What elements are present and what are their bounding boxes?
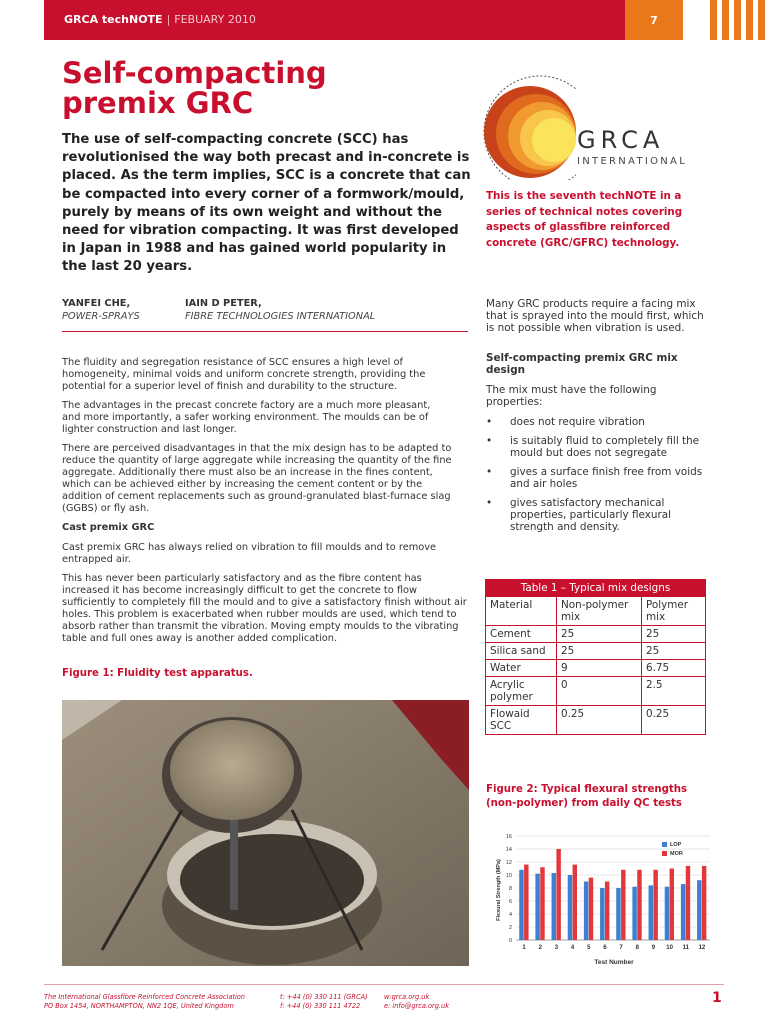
- table-caption: Table 1 – Typical mix designs: [486, 580, 706, 597]
- y-tick-label: 16: [505, 834, 512, 840]
- bar-mor: [524, 865, 528, 940]
- author-2-name: IAIN D PETER,: [185, 298, 262, 309]
- header-stripes: [708, 0, 768, 40]
- x-tick-label: 3: [554, 945, 559, 951]
- table-cell: Flowaid SCC: [486, 706, 557, 735]
- table-cell: Water: [486, 660, 557, 677]
- header-bar: [44, 0, 683, 40]
- table-cell: 0.25: [557, 706, 642, 735]
- y-tick-label: 14: [505, 847, 512, 853]
- footer-address: PO Box 1454, NORTHAMPTON, NN2 1QE, United Kingdom: [44, 1002, 234, 1010]
- bar-mor: [637, 870, 641, 940]
- y-tick-label: 10: [505, 873, 512, 879]
- table-cell: 6.75: [642, 660, 706, 677]
- flexural-strength-chart: [486, 828, 716, 968]
- legend-swatch: [662, 842, 667, 847]
- bar-lop: [568, 875, 572, 940]
- bucket-inside: [180, 834, 364, 926]
- y-tick-label: 4: [508, 912, 512, 918]
- author-1-org: POWER-SPRAYS: [62, 311, 140, 322]
- chart-y-axis-label: Flexural Strength (MPa): [496, 859, 502, 921]
- bar-mor: [670, 869, 674, 941]
- header-brand: [64, 13, 256, 26]
- table-row: [486, 660, 706, 677]
- bar-lop: [616, 888, 620, 940]
- bar-mor: [605, 882, 609, 941]
- footer-web[interactable]: w:grca.org.uk: [384, 993, 430, 1001]
- brand-label: GRCA techNOTE: [64, 13, 163, 26]
- bullet-dot: •: [486, 466, 493, 478]
- x-tick-label: 6: [603, 945, 607, 951]
- table-header-cell: Material: [486, 597, 557, 626]
- bullet-dot: •: [486, 416, 493, 428]
- stripe: [746, 0, 753, 40]
- x-tick-label: 8: [635, 945, 639, 951]
- header-page-number: 7: [625, 0, 683, 40]
- author-divider: [62, 331, 468, 332]
- right-paragraph-1: Many GRC products require a facing mix that is sprayed into the mould first, which is not possible when vibration is used.: [486, 298, 704, 335]
- table-header-cell: Polymer mix: [642, 597, 706, 626]
- bar-lop: [535, 874, 539, 940]
- legend-label: LOP: [670, 842, 682, 848]
- stripe: [722, 0, 729, 40]
- footer-divider: [44, 984, 724, 985]
- table-cell: 25: [557, 643, 642, 660]
- bar-mor: [653, 870, 657, 940]
- mix-design-table: [485, 579, 706, 735]
- legend-swatch: [662, 851, 667, 856]
- y-tick-label: 0: [508, 938, 512, 944]
- bullet-dot: •: [486, 497, 493, 509]
- bar-mor: [540, 867, 544, 940]
- stripe: [758, 0, 765, 40]
- chart-bars: [519, 849, 706, 940]
- body-paragraph-5: This has never been particularly satisfactory and as the fibre content has increased it has become increasingly difficult to get the concrete to flow sufficiently to completely fill the mould and to give a satisfactory finish without air holes. This problem is exacerbated when rubber moulds are used, which tend to absorb rather than transmit the vibration. Moving empty moulds to the vibrating table and full ones away is another added complication.: [62, 573, 467, 644]
- fluidity-test-photo: [62, 700, 469, 966]
- bar-lop: [697, 880, 701, 940]
- bullet-text: gives a surface finish free from voids and air holes: [510, 466, 703, 491]
- x-tick-label: 10: [666, 945, 673, 951]
- footer-org: The International Glassfibre Reinforced Concrete Association: [44, 993, 245, 1001]
- table-cell: 9: [557, 660, 642, 677]
- cast-premix-heading: Cast premix GRC: [62, 522, 155, 533]
- x-tick-label: 1: [522, 945, 526, 951]
- chart-legend: [662, 842, 683, 857]
- bar-lop: [552, 873, 556, 940]
- bullet-text: is suitably fluid to completely fill the mould but does not segregate: [510, 435, 700, 460]
- logo-subtitle: INTERNATIONAL: [577, 156, 688, 167]
- stripe: [710, 0, 717, 40]
- bar-mor: [686, 866, 690, 940]
- table-caption-row: [486, 580, 706, 597]
- bar-mor: [621, 870, 625, 940]
- bar-lop: [665, 887, 669, 940]
- author-2-org: FIBRE TECHNOLOGIES INTERNATIONAL: [185, 311, 376, 322]
- table-header-row: [486, 597, 706, 626]
- title-line-1: Self-compacting: [62, 56, 327, 90]
- table-cell: Cement: [486, 626, 557, 643]
- chart-x-axis-label: Test Number: [594, 959, 634, 966]
- mix-design-heading: Self-compacting premix GRC mix design: [486, 352, 678, 377]
- right-paragraph-2: The mix must have the following properties:: [486, 384, 657, 409]
- bar-lop: [600, 888, 604, 940]
- y-tick-label: 6: [508, 899, 512, 905]
- bar-mor: [589, 878, 593, 940]
- x-tick-label: 11: [682, 945, 689, 951]
- x-tick-label: 5: [587, 945, 591, 951]
- bar-lop: [649, 885, 653, 940]
- y-tick-label: 2: [508, 925, 512, 931]
- article-title: [62, 58, 442, 118]
- bullet-text: gives satisfactory mechanical properties, particularly flexural strength and density.: [510, 497, 672, 534]
- table-cell: Acrylic polymer: [486, 677, 557, 706]
- logo-wordmark: GRCA: [577, 126, 665, 154]
- header-separator: |: [166, 13, 171, 26]
- bullet-text: does not require vibration: [510, 416, 645, 428]
- legend-label: MOR: [670, 851, 683, 857]
- table-cell: 25: [642, 643, 706, 660]
- table-cell: 2.5: [642, 677, 706, 706]
- table-row: [486, 643, 706, 660]
- x-tick-label: 4: [570, 945, 575, 951]
- footer-fax: f: +44 (0) 330 111 4722: [280, 1002, 361, 1010]
- bar-lop: [519, 870, 523, 940]
- bar-lop: [584, 882, 588, 941]
- body-paragraph-4: Cast premix GRC has always relied on vibration to fill moulds and to remove entrapped air.: [62, 542, 437, 565]
- figure-1-caption: Figure 1: Fluidity test apparatus.: [62, 668, 253, 679]
- lede-paragraph: The use of self-compacting concrete (SCC) has revolutionised the way both precast and in-concrete is placed. As the term implies, SCC is a concrete that can be compacted into every corner of a formwork/mould, purely by means of its own weight and without the need for vibration compacting. It was first developed in Japan in 1988 and has gained world popularity in the last 20 years.: [62, 132, 471, 275]
- page-number: 1: [712, 990, 722, 1006]
- body-paragraph-2: The advantages in the precast concrete factory are a much more pleasant, and more importantly, a safer working environment. The moulds can be of lighter construction and last longer.: [62, 400, 431, 435]
- figure-2-caption: Figure 2: Typical flexural strengths (non-polymer) from daily QC tests: [486, 784, 688, 809]
- bar-lop: [681, 884, 685, 940]
- y-tick-label: 8: [508, 886, 512, 892]
- x-tick-label: 12: [698, 945, 706, 951]
- x-tick-label: 2: [538, 945, 542, 951]
- header-date: FEBUARY 2010: [174, 13, 256, 26]
- intro-note: This is the seventh techNOTE in a series of technical notes covering aspects of glassfibre reinforced concrete (GRC/GFRC) technology.: [486, 190, 683, 249]
- y-tick-label: 12: [505, 860, 512, 866]
- title-line-2: premix GRC: [62, 86, 254, 120]
- funnel-stem: [230, 820, 238, 910]
- bar-mor: [702, 866, 706, 940]
- footer-email[interactable]: e: info@grca.org.uk: [384, 1002, 450, 1010]
- table-row: [486, 626, 706, 643]
- table-cell: Silica sand: [486, 643, 557, 660]
- table-cell: 25: [642, 626, 706, 643]
- bar-lop: [632, 887, 636, 940]
- table-header-cell: Non-polymer mix: [557, 597, 642, 626]
- stripe: [734, 0, 741, 40]
- footer-tel: t: +44 (0) 330 111 (GRCA): [280, 993, 368, 1001]
- table-cell: 25: [557, 626, 642, 643]
- funnel-slurry: [170, 720, 294, 820]
- body-paragraph-1: The fluidity and segregation resistance of SCC ensures a high level of homogeneity, minimal voids and uniform concrete strength, providing the potential for a superior level of finish and durability to the structure.: [62, 357, 426, 392]
- table-row: [486, 706, 706, 735]
- bar-mor: [573, 865, 577, 940]
- logo-core: [532, 118, 576, 162]
- bullet-dot: •: [486, 435, 493, 447]
- table-row: [486, 677, 706, 706]
- x-tick-label: 7: [619, 945, 623, 951]
- table-cell: 0: [557, 677, 642, 706]
- x-tick-label: 9: [651, 945, 656, 951]
- table-cell: 0.25: [642, 706, 706, 735]
- body-paragraph-3: There are perceived disadvantages in that the mix design has to be adapted to reduce the quantity of large aggregate while increasing the quantity of the fine aggregate. Additionally there must also be an increase in the fines content, which can be achieved either by increasing the cement content or by the addition of cement replacements such as ground-granulated blast-furnace slag (GGBS) or fly ash.: [62, 443, 452, 514]
- author-1-name: YANFEI CHE,: [62, 298, 131, 309]
- bar-mor: [556, 849, 560, 940]
